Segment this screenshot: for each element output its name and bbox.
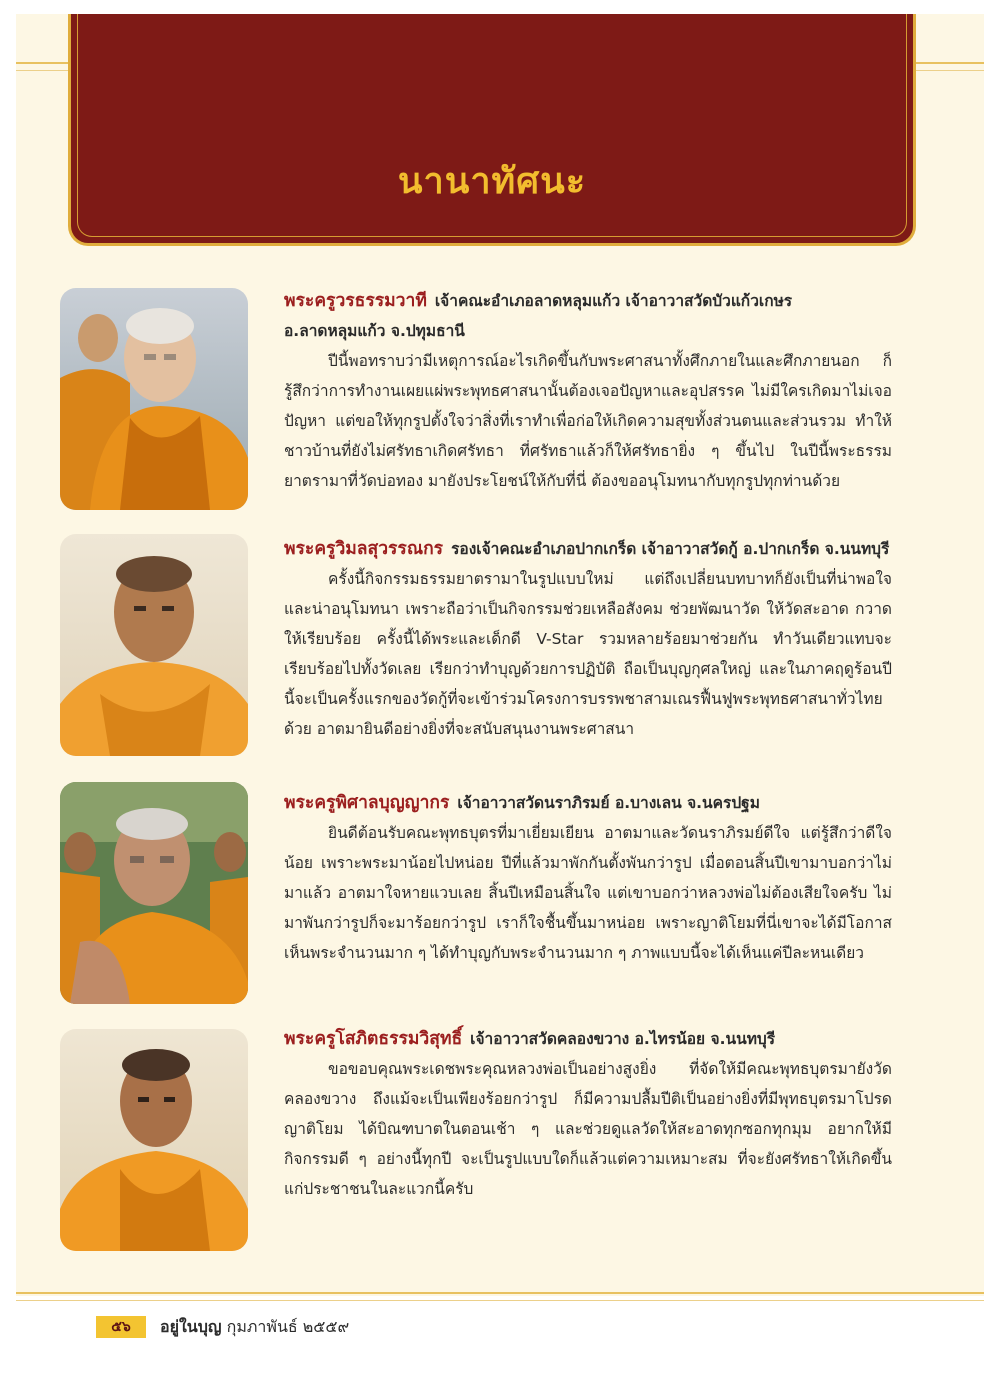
footer-publication <box>160 1316 349 1338</box>
entry-heading <box>284 534 892 564</box>
entry-heading <box>284 788 892 818</box>
monk-photo-2 <box>60 534 248 756</box>
entry-4 <box>284 1024 892 1204</box>
entry-text: ปีนี้พอทราบว่ามีเหตุการณ์อะไรเกิดขึ้นกับพระศาสนาทั้งศึกภายในและศึกภายนอก ก็รู้สึกว่าการทำงานเผยแผ่พระพุทธศาสนานั้นต้องเจอปัญหาและอุปสรรค ไม่มีใครเกิดมาไม่เจอปัญหา แต่ขอให้ทุกรูปตั้งใจว่าสิ่งที่เราทำเพื่อก่อให้เกิดความสุขทั้งส่วนตนและส่วนรวม ทำให้ชาวบ้านที่ยังไม่ศรัทธาเกิดศรัทธา ที่ศรัทธาแล้วก็ให้ศรัทธายิ่ง ๆ ขึ้นไป ในปีนี้พระธรรมยาตรามาที่วัดบ่อทอง มายังประโยชน์ให้กับที่นี่ ต้องขออนุโมทนากับทุกรูปทุกท่านด้วย <box>284 352 892 490</box>
monk-title: เจ้าอาวาสวัดคลองขวาง อ.ไทรน้อย จ.นนทบุรี <box>470 1030 776 1048</box>
monk-photo-4 <box>60 1029 248 1251</box>
entry-heading <box>284 1024 892 1054</box>
entry-2 <box>284 534 892 744</box>
monk-title: รองเจ้าคณะอำเภอปากเกร็ด เจ้าอาวาสวัดกู้ อ.ปากเกร็ด จ.นนทบุรี <box>451 540 890 558</box>
monk-name: พระครูพิศาลบุญญากร <box>284 793 450 813</box>
monk-photo-1 <box>60 288 248 510</box>
entry-text: ยินดีต้อนรับคณะพุทธบุตรที่มาเยี่ยมเยียน อาตมาและวัดนราภิรมย์ดีใจ แต่รู้สึกว่าดีใจน้อย เพราะพระมาน้อยไปหน่อย ปีที่แล้วมาพักกันตั้งพันกว่ารูป เมื่อตอนสิ้นปีเขามาบอกว่าไม่มาแล้ว อาตมาใจหายแวบเลย สิ้นปีเหมือนสิ้นใจ แต่เขาบอกว่าหลวงพ่อไม่ต้องเสียใจครับ ไม่มาพันกว่ารูปก็จะมาร้อยกว่ารูป เราก็ใจชื้นขึ้นมาหน่อย เพราะญาติโยมที่นี่เขาจะได้มีโอกาสเห็นพระจำนวนมาก ๆ ได้ทำบุญกับพระจำนวนมาก ๆ ภาพแบบนี้จะได้เห็นแค่ปีละหนเดียว <box>284 824 892 962</box>
monk-title: เจ้าอาวาสวัดนราภิรมย์ อ.บางเลน จ.นครปฐม <box>457 794 760 812</box>
bottom-rule-thin <box>16 1300 984 1301</box>
magazine-name: อยู่ในบุญ <box>160 1317 222 1336</box>
entry-1 <box>284 286 892 496</box>
issue-date: กุมภาพันธ์ ๒๕๕๙ <box>226 1317 350 1336</box>
monk-title: เจ้าคณะอำเภอลาดหลุมแก้ว เจ้าอาวาสวัดบัวแก้วเกษร อ.ลาดหลุมแก้ว จ.ปทุมธานี <box>284 292 793 340</box>
entry-3 <box>284 788 892 968</box>
page-number: ๕๖ <box>96 1316 146 1338</box>
monk-name: พระครูวิมลสุวรรณกร <box>284 539 444 559</box>
monk-name: พระครูวรธรรมวาที <box>284 291 427 311</box>
entry-text: ครั้งนี้กิจกรรมธรรมยาตรามาในรูปแบบใหม่ แต่ถึงเปลี่ยนบทบาทก็ยังเป็นที่น่าพอใจและน่าอนุโมทนา เพราะถือว่าเป็นกิจกรรมช่วยเหลือสังคม ช่วยพัฒนาวัด ให้วัดสะอาด กวาดให้เรียบร้อย ครั้งนี้ได้พระและเด็กดี V-Star รวมหลายร้อยมาช่วยกัน ทำวันเดียวแทบจะเรียบร้อยไปทั้งวัดเลย เรียกว่าทำบุญด้วยการปฏิบัติ ถือเป็นบุญกุศลใหญ่ และในภาคฤดูร้อนปีนี้จะเป็นครั้งแรกของวัดกู้ที่จะเข้าร่วมโครงการบรรพชาสามเณรฟื้นฟูพระพุทธศาสนาทั่วไทยด้วย อาตมายินดีอย่างยิ่งที่จะสนับสนุนงานพระศาสนา <box>284 570 892 738</box>
entry-heading <box>284 286 892 346</box>
entry-text: ขอขอบคุณพระเดชพระคุณหลวงพ่อเป็นอย่างสูงยิ่ง ที่จัดให้มีคณะพุทธบุตรมายังวัดคลองขวาง ถึงแม้จะเป็นเพียงร้อยกว่ารูป ก็มีความปลื้มปีติเป็นอย่างยิ่งที่มีพุทธบุตรมาโปรดญาติโยม ได้บิณฑบาตในตอนเช้า ๆ และช่วยดูแลวัดให้สะอาดทุกซอกทุกมุม อยากให้มีกิจกรรมดี ๆ อย่างนี้ทุกปี จะเป็นรูปแบบใดก็แล้วแต่ความเหมาะสม ที่จะยังศรัทธาให้เกิดขึ้นแก่ประชาชนในละแวกนี้ครับ <box>284 1060 892 1198</box>
monk-name: พระครูโสภิตธรรมวิสุทธิ์ <box>284 1029 463 1049</box>
page-title: นานาทัศนะ <box>397 160 587 202</box>
bottom-rule <box>16 1292 984 1294</box>
monk-photo-3 <box>60 782 248 1004</box>
header-banner <box>68 14 916 246</box>
